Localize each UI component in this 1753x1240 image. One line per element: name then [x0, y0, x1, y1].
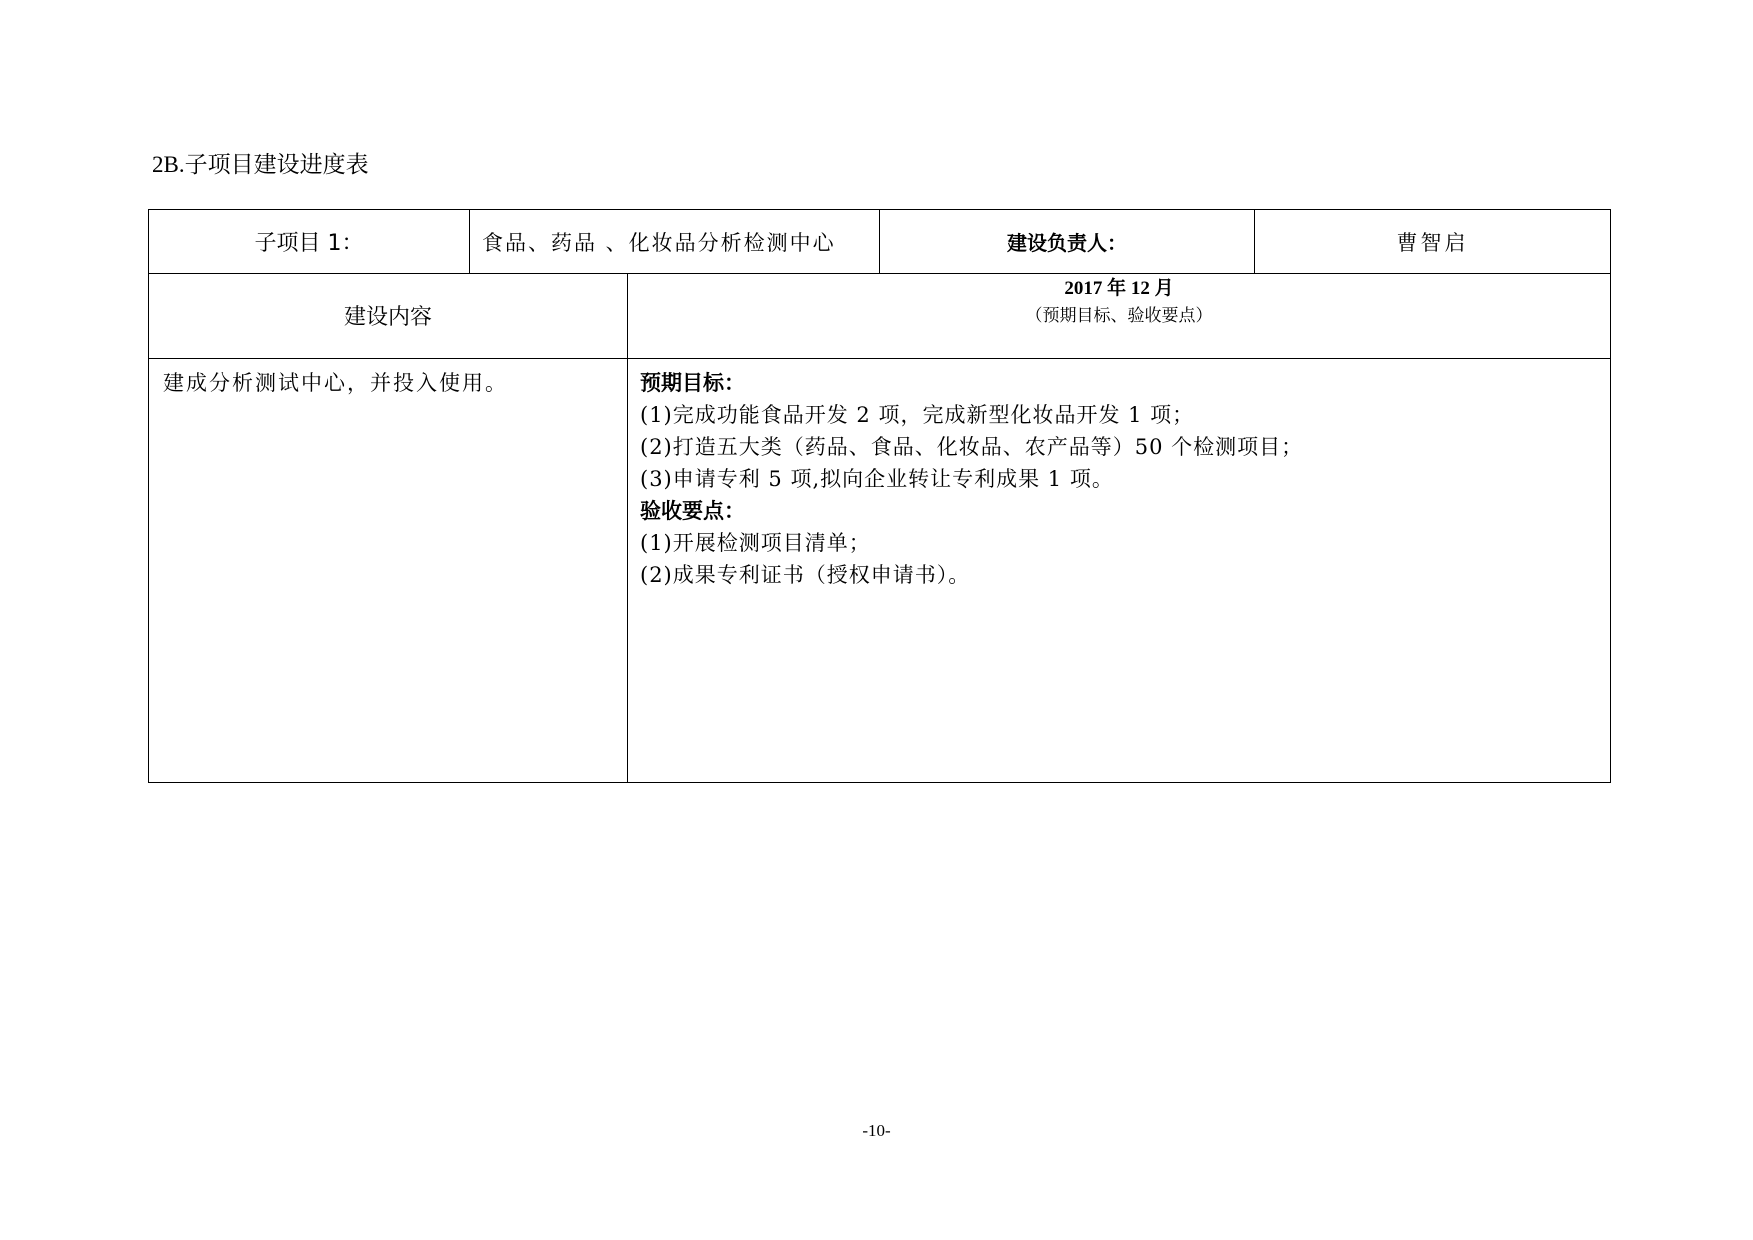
period-column-header [628, 273, 1610, 358]
acceptance-point-item: (2)成果专利证书（授权申请书）。 [640, 563, 971, 587]
leader-label: 建设负责人： [879, 210, 1254, 273]
acceptance-point-item: (1)开展检测项目清单； [640, 531, 871, 555]
subproject-info-row [148, 209, 1611, 274]
progress-table [148, 273, 1611, 783]
section-code: 2B. [152, 152, 185, 177]
content-column-header: 建设内容 [343, 305, 432, 330]
period-title: 2017 年 12 月 [1064, 278, 1174, 299]
header-divider [149, 358, 1610, 359]
page-number: -10- [862, 1121, 891, 1140]
targets-cell [640, 367, 1303, 591]
expected-target-item: (1)完成功能食品开发 2 项，完成新型化妆品开发 1 项； [640, 403, 1195, 427]
expected-target-item: (3)申请专利 5 项,拟向企业转让专利成果 1 项。 [640, 467, 1114, 491]
subproject-label: 子项目 1： [254, 231, 364, 256]
period-subtitle: （预期目标、验收要点） [1025, 306, 1213, 326]
expected-targets-heading: 预期目标： [640, 371, 745, 395]
subproject-name: 食品、药品 、化妆品分析检测中心 [469, 210, 879, 273]
content-cell-text: 建成分析测试中心，并投入使用。 [163, 371, 508, 395]
leader-name: 曹智启 [1254, 210, 1610, 273]
section-title-text: 子项目建设进度表 [184, 152, 369, 178]
section-title [152, 148, 369, 182]
acceptance-points-heading: 验收要点： [640, 499, 745, 523]
expected-target-item: (2)打造五大类（药品、食品、化妆品、农产品等）50 个检测项目； [640, 435, 1304, 459]
